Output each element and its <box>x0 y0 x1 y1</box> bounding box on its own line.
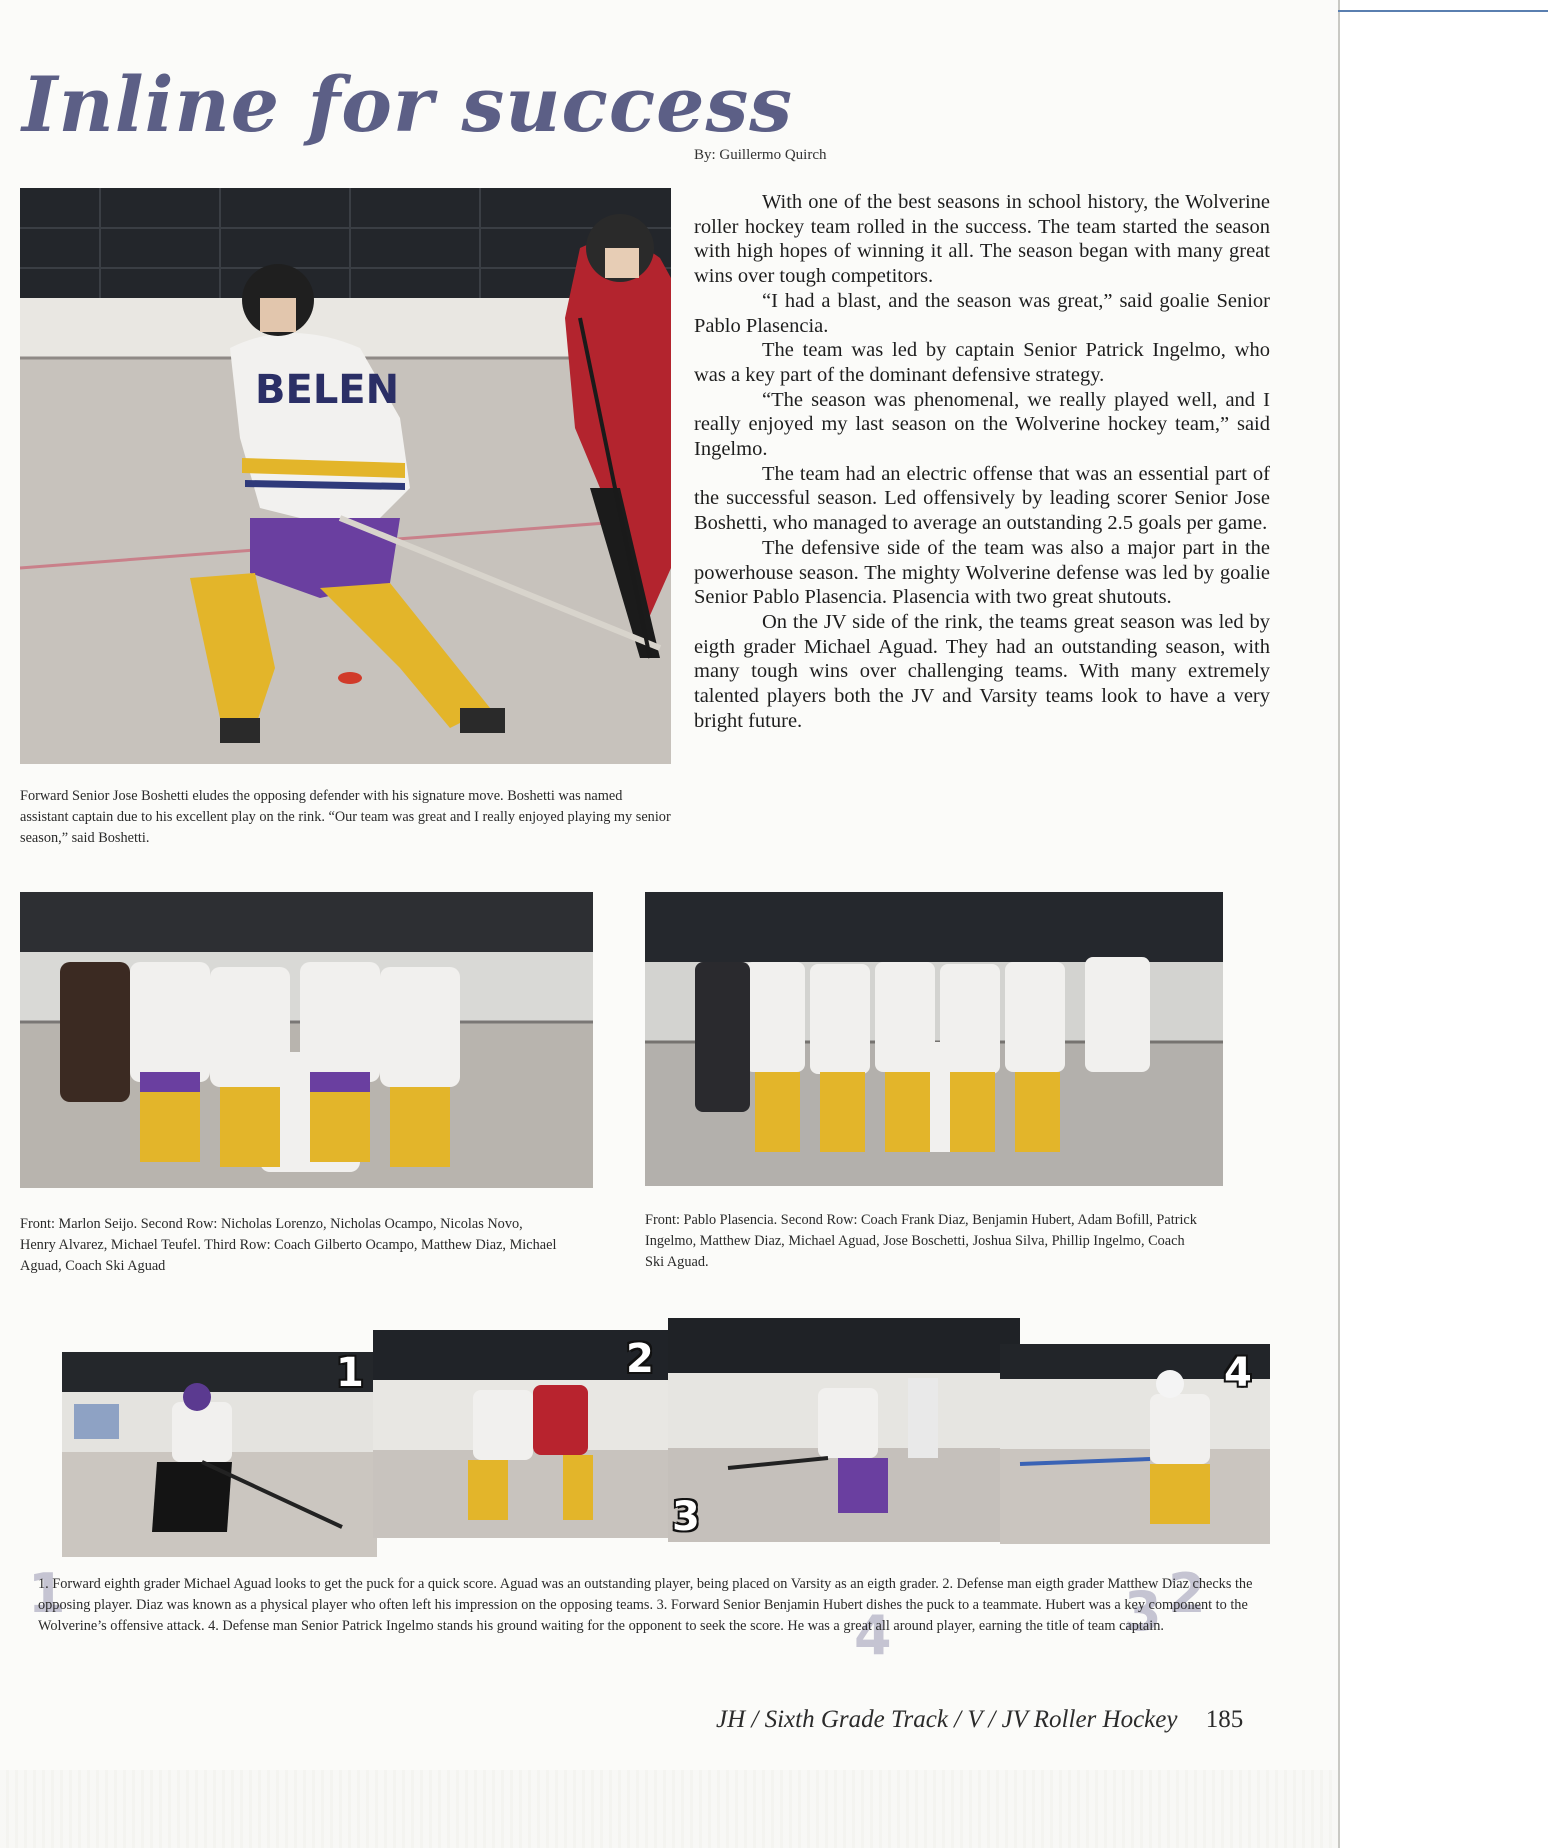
jv-team-photo <box>20 892 593 1188</box>
scan-margin <box>1338 0 1548 1848</box>
scan-artifact <box>0 1770 1338 1848</box>
story-paragraph: On the JV side of the rink, the teams great season was led by eigth grader Michael Aguad. They had an outstanding season, with many tough wins over challenging teams. With many extremely talented players both the JV and Varsity teams look to have a very bright future. <box>694 610 1270 732</box>
scan-edge-line <box>1338 10 1548 12</box>
page-title: Inline for success <box>22 60 794 149</box>
sequence-photo-1 <box>62 1352 377 1557</box>
sequence-caption: 1. Forward eighth grader Michael Aguad looks to get the puck for a quick score. Aguad was an outstanding player, being placed on Varsity as an eigth grader. 2. Defense man eigth grader Matthew Diaz checks the opposing player. Diaz was known as a physical player who often left his impression on the opposing teams. 3. Forward Senior Benjamin Hubert dishes the puck to a teammate. Hubert was a key component to the Wolverine’s offensive attack. 4. Defense man Senior Patrick Ingelmo stands his ground waiting for the opponent to seek the score. He was a great all around player, earning the title of team captain. <box>38 1576 1253 1634</box>
svg-text:BELEN: BELEN <box>255 367 400 413</box>
ghost-number-1: 1 <box>28 1562 66 1625</box>
story-paragraph: The team had an electric offense that was an essential part of the successful season. Led offensively by leading scorer Senior Jose Boshetti, who managed to average an outstanding 2.5 goals per game. <box>694 462 1270 535</box>
varsity-team-photo <box>645 892 1223 1186</box>
sequence-label-1: 1 <box>336 1350 364 1396</box>
sequence-photo-3 <box>668 1318 1020 1542</box>
byline: By: Guillermo Quirch <box>694 147 827 163</box>
story-paragraph: The defensive side of the team was also a major part in the powerhouse season. The mighty Wolverine defense was led by goalie Senior Pablo Plasencia. Plasencia with two great shutouts. <box>694 536 1270 609</box>
sequence-label-3: 3 <box>672 1494 700 1540</box>
article-story <box>694 190 1270 733</box>
main-action-photo <box>20 188 671 764</box>
story-paragraph: With one of the best seasons in school history, the Wolverine roller hockey team rolled in the success. The team started the season with high hopes of winning it all. The season began with many great wins over tough competitors. <box>694 191 1270 288</box>
sequence-label-2: 2 <box>626 1336 654 1382</box>
page-footer <box>716 1706 1243 1734</box>
jv-team-caption: Front: Marlon Seijo. Second Row: Nicholas Lorenzo, Nicholas Ocampo, Nicolas Novo, Henry Alvarez, Michael Teufel. Third Row: Coach Gilberto Ocampo, Matthew Diaz, Michael Aguad, Coach Ski Aguad <box>20 1216 557 1274</box>
ghost-number-3: 3 <box>1124 1580 1162 1643</box>
footer-section-title: JH / Sixth Grade Track / V / JV Roller Hockey <box>716 1706 1178 1733</box>
main-photo-caption: Forward Senior Jose Boshetti eludes the opposing defender with his signature move. Boshetti was named assistant captain due to his excellent play on the rink. “Our team was great and I really enjoyed playing my senior season,” said Boshetti. <box>20 788 671 846</box>
varsity-team-caption: Front: Pablo Plasencia. Second Row: Coach Frank Diaz, Benjamin Hubert, Adam Bofill, Patrick Ingelmo, Matthew Diaz, Michael Aguad, Jose Boschetti, Joshua Silva, Phillip Ingelmo, Coach Ski Aguad. <box>645 1212 1197 1270</box>
sequence-label-4: 4 <box>1224 1350 1252 1396</box>
ghost-number-4: 4 <box>854 1604 892 1667</box>
story-paragraph: The team was led by captain Senior Patrick Ingelmo, who was a key part of the dominant defensive strategy. <box>694 339 1270 386</box>
story-paragraph: “I had a blast, and the season was great,” said goalie Senior Pablo Plasencia. <box>694 289 1270 337</box>
ghost-number-2: 2 <box>1168 1562 1206 1625</box>
story-paragraph: “The season was phenomenal, we really played well, and I really enjoyed my last season on the Wolverine hockey team,” said Ingelmo. <box>694 388 1270 461</box>
page-number: 185 <box>1205 1706 1244 1733</box>
